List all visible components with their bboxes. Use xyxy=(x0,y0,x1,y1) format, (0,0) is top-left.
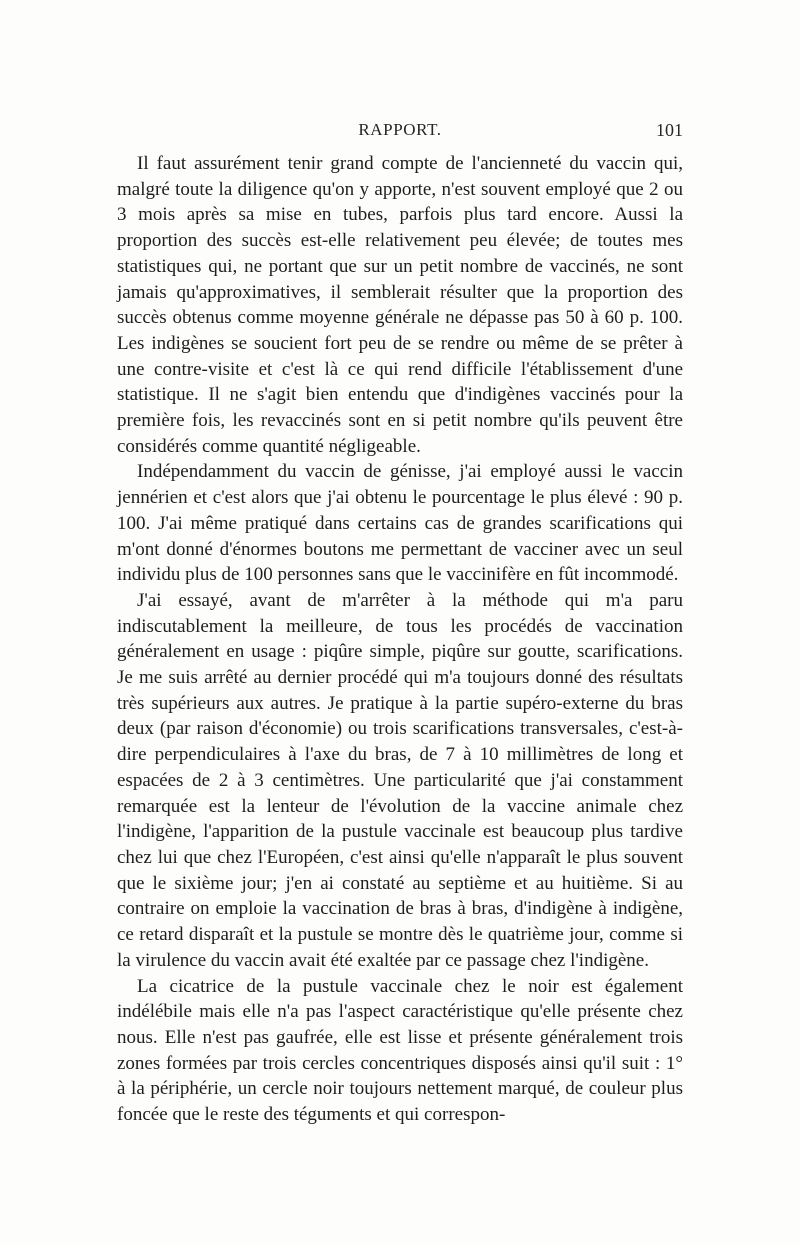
page-number: 101 xyxy=(656,120,683,140)
page-header xyxy=(117,120,683,144)
body-text xyxy=(117,151,683,1128)
paragraph-4: La cicatrice de la pustule vaccinale chez le noir est également indélébile mais elle n'a pas l'aspect caractéristique qu'elle présente chez nous. Elle n'est pas gaufrée, elle est lisse et présente généralement trois zones formées par trois cercles concentriques disposés ainsi qu'il suit : 1° à la périphérie, un cercle noir toujours nettement marqué, de couleur plus foncée que le reste des téguments et qui correspon- xyxy=(117,975,683,1126)
paragraph-3: J'ai essayé, avant de m'arrêter à la méthode qui m'a paru indiscutablement la meilleure, de tous les procédés de vaccination généralement en usage : piqûre simple, piqûre sur goutte, scarifications. Je me suis arrêté au dernier procédé qui m'a toujours donné des résultats très supérieurs aux autres. Je pratique à la partie supéro-externe du bras deux (par raison d'économie) ou trois scarifications transversales, c'est-à-dire perpendiculaires à l'axe du bras, de 7 à 10 millimètres de long et espacées de 2 à 3 centimètres. Une particularité que j'ai constamment remarquée est la lenteur de l'évolution de la vaccine animale chez l'indigène, l'apparition de la pustule vaccinale est beaucoup plus tardive chez lui que chez l'Européen, c'est ainsi qu'elle n'apparaît le plus souvent que le sixième jour; j'en ai constaté au septième et au huitième. Si au contraire on emploie la vaccination de bras à bras, d'indigène à indigène, ce retard disparaît et la pustule se montre dès le quatrième jour, comme si la virulence du vaccin avait été exaltée par ce passage chez l'indigène. xyxy=(117,589,683,971)
running-head: RAPPORT. xyxy=(358,120,442,139)
paragraph-1: Il faut assurément tenir grand compte de l'ancienneté du vaccin qui, malgré toute la diligence qu'on y apporte, n'est souvent employé que 2 ou 3 mois après sa mise en tubes, parfois plus tard encore. Aussi la proportion des succès est-elle relativement peu élevée; de toutes mes statistiques qui, ne portant que sur un petit nombre de vaccinés, ne sont jamais qu'approximatives, il semblerait résulter que la proportion des succès obtenus comme moyenne générale ne dépasse pas 50 à 60 p. 100. Les indigènes se soucient fort peu de se rendre ou même de se prêter à une contre-visite et c'est là ce qui rend difficile l'établissement d'une statistique. Il ne s'agit bien entendu que d'indigènes vaccinés pour la première fois, les revaccinés sont en si petit nombre qu'ils peuvent être considérés comme quantité négligeable. xyxy=(117,153,683,457)
paragraph-2: Indépendamment du vaccin de génisse, j'ai employé aussi le vaccin jennérien et c'est alors que j'ai obtenu le pourcentage le plus élevé : 90 p. 100. J'ai même pratiqué dans certains cas de grandes scarifications qui m'ont donné d'énormes boutons me permettant de vacciner avec un seul individu plus de 100 personnes sans que le vaccinifère en fût incommodé. xyxy=(117,461,683,586)
